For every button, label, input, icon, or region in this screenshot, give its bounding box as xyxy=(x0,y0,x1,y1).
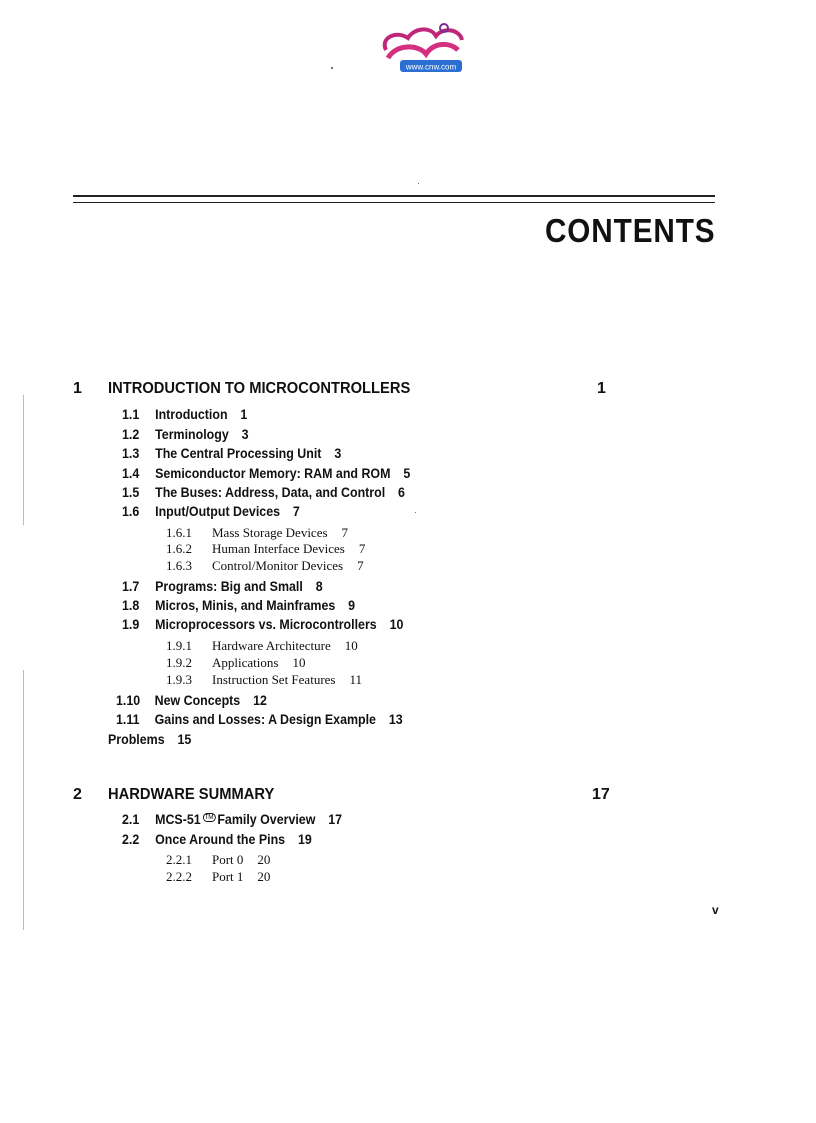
toc-entry[interactable] xyxy=(122,485,405,500)
entry-number: 1.6.3 xyxy=(166,558,192,573)
toc-entry[interactable] xyxy=(122,832,312,847)
toc-entry[interactable] xyxy=(122,427,249,442)
logo-url-text: www.cnw.com xyxy=(405,62,457,72)
entry-number: 1.9.3 xyxy=(166,672,192,687)
entry-page: 20 xyxy=(257,852,271,867)
entry-page: 13 xyxy=(388,712,403,727)
speck xyxy=(418,183,419,184)
entry-title: Human Interface Devices xyxy=(212,541,345,556)
toc-subentry[interactable] xyxy=(166,541,365,557)
entry-number: 1.1 xyxy=(122,407,140,422)
entry-title: Problems xyxy=(108,732,165,747)
entry-number: 1.6 xyxy=(122,504,140,519)
toc-chapter-2-page: 17 xyxy=(592,786,610,803)
entry-number: 2.2.1 xyxy=(166,852,192,867)
toc-entry[interactable] xyxy=(122,446,341,461)
entry-page: 12 xyxy=(253,693,267,708)
entry-number: 1.9.2 xyxy=(166,655,192,670)
entry-page: 10 xyxy=(389,617,404,632)
entry-number: 2.2 xyxy=(122,832,140,847)
site-logo xyxy=(378,20,468,76)
entry-page: 9 xyxy=(348,598,356,613)
entry-number: 1.3 xyxy=(122,446,140,461)
page-number: v xyxy=(712,903,719,917)
entry-number: 1.7 xyxy=(122,579,140,594)
toc-entry[interactable] xyxy=(122,579,323,594)
header-rule-bottom xyxy=(73,202,715,203)
entry-page: 20 xyxy=(257,869,271,884)
toc-entry[interactable] xyxy=(116,712,403,727)
entry-page: 8 xyxy=(315,579,323,594)
entry-title: Once Around the Pins xyxy=(155,832,286,847)
header-rule-top xyxy=(73,195,715,197)
entry-page: 6 xyxy=(398,485,405,500)
entry-title: Instruction Set Features xyxy=(212,672,336,687)
entry-page: 3 xyxy=(241,427,249,442)
scan-line xyxy=(23,670,24,930)
entry-title: Applications xyxy=(212,655,279,670)
entry-title: Semiconductor Memory: RAM and ROM xyxy=(155,466,391,481)
entry-title: New Concepts xyxy=(154,693,241,708)
entry-number: 1.9 xyxy=(122,617,140,632)
entry-title: MCS-51 xyxy=(155,812,201,827)
entry-number: 1.10 xyxy=(116,693,141,708)
entry-number: 1.5 xyxy=(122,485,140,500)
entry-number: 1.9.1 xyxy=(166,638,192,653)
entry-number: 1.8 xyxy=(122,598,140,613)
entry-page: 7 xyxy=(357,558,364,573)
toc-entry[interactable] xyxy=(122,598,355,613)
toc-entry[interactable] xyxy=(122,812,342,827)
entry-page: 3 xyxy=(334,446,342,461)
scan-line xyxy=(23,395,24,525)
entry-number: 1.6.2 xyxy=(166,541,192,556)
entry-number: 2.2.2 xyxy=(166,869,192,884)
toc-entry[interactable] xyxy=(116,693,267,708)
toc-chapter-1-page: 1 xyxy=(597,380,606,397)
toc-subentry[interactable] xyxy=(166,525,348,541)
speck xyxy=(415,512,416,513)
page-title: CONTENTS xyxy=(544,212,715,249)
toc-subentry[interactable] xyxy=(166,638,358,654)
entry-number: 1.4 xyxy=(122,466,140,481)
entry-title: Programs: Big and Small xyxy=(155,579,303,594)
entry-page: 7 xyxy=(358,541,366,556)
toc-entry[interactable] xyxy=(122,407,247,422)
entry-number: 2.1 xyxy=(122,812,140,827)
entry-title: The Buses: Address, Data, and Control xyxy=(155,485,386,500)
entry-page: 7 xyxy=(292,504,300,519)
toc-subentry[interactable] xyxy=(166,655,305,671)
toc-entry-problems[interactable] xyxy=(108,732,191,747)
entry-title: Gains and Losses: A Design Example xyxy=(154,712,376,727)
entry-number: 1.11 xyxy=(116,712,140,727)
entry-title: Terminology xyxy=(155,427,229,442)
speck xyxy=(331,67,333,69)
entry-title: Hardware Architecture xyxy=(212,638,331,653)
trademark-mark: TM xyxy=(204,813,214,821)
entry-title-rest: Family Overview xyxy=(217,812,316,827)
entry-title: Control/Monitor Devices xyxy=(212,558,344,573)
entry-page: 10 xyxy=(344,638,358,653)
entry-number: 1.2 xyxy=(122,427,140,442)
entry-page: 5 xyxy=(403,466,411,481)
toc-subentry[interactable] xyxy=(166,672,362,688)
entry-title: Input/Output Devices xyxy=(155,504,281,519)
toc-chapter-2-number: 2 xyxy=(73,786,82,803)
entry-number: 1.6.1 xyxy=(166,525,192,540)
entry-page: 7 xyxy=(341,525,349,540)
entry-title: Mass Storage Devices xyxy=(212,525,328,540)
entry-page: 15 xyxy=(177,732,192,747)
toc-subentry[interactable] xyxy=(166,558,364,574)
toc-subentry[interactable] xyxy=(166,869,270,885)
entry-title: Micros, Minis, and Mainframes xyxy=(155,598,336,613)
entry-title: Port 1 xyxy=(212,869,244,884)
entry-title: The Central Processing Unit xyxy=(155,446,322,461)
toc-chapter-2-title[interactable]: HARDWARE SUMMARY xyxy=(108,786,275,803)
toc-subentry[interactable] xyxy=(166,852,270,868)
toc-entry[interactable] xyxy=(122,466,410,481)
toc-entry[interactable] xyxy=(122,504,300,519)
entry-title: Port 0 xyxy=(212,852,244,867)
toc-chapter-1-title[interactable]: INTRODUCTION TO MICROCONTROLLERS xyxy=(108,380,411,397)
toc-chapter-1-number: 1 xyxy=(73,380,82,397)
entry-page: 1 xyxy=(240,407,248,422)
entry-page: 17 xyxy=(328,812,343,827)
entry-page: 11 xyxy=(349,672,363,687)
entry-page: 19 xyxy=(297,832,312,847)
toc-entry[interactable] xyxy=(122,617,403,632)
entry-title: Introduction xyxy=(155,407,228,422)
entry-page: 10 xyxy=(292,655,306,670)
entry-title: Microprocessors vs. Microcontrollers xyxy=(155,617,377,632)
